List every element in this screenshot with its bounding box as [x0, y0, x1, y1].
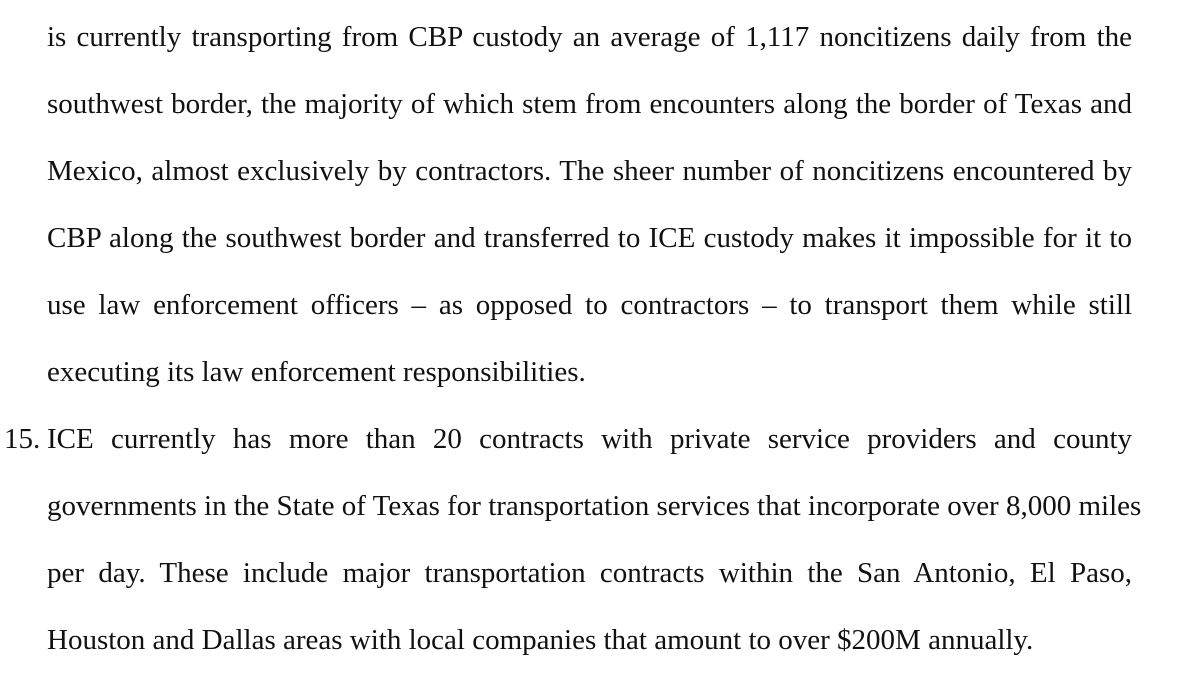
text-line: governments in the State of Texas for transportation services that incorporate over 8,000 miles [47, 490, 1142, 522]
text-line: southwest border, the majority of which stem from encounters along the border of Texas and [47, 88, 1132, 120]
text-line: executing its law enforcement responsibilities. [47, 356, 586, 388]
paragraph-number: 15. [4, 423, 41, 455]
text-line: ICE currently has more than 20 contracts with private service providers and county [47, 423, 1132, 455]
text-line: CBP along the southwest border and transferred to ICE custody makes it impossible for it to [47, 222, 1132, 254]
text-line: use law enforcement officers – as opposed to contractors – to transport them while still [47, 289, 1132, 321]
text-line: Mexico, almost exclusively by contractors. The sheer number of noncitizens encountered by [47, 155, 1132, 187]
text-line: Houston and Dallas areas with local companies that amount to over $200M annually. [47, 624, 1034, 656]
text-line: per day. These include major transportation contracts within the San Antonio, El Paso, [47, 557, 1132, 589]
text-line: is currently transporting from CBP custody an average of 1,117 noncitizens daily from the [47, 21, 1132, 53]
